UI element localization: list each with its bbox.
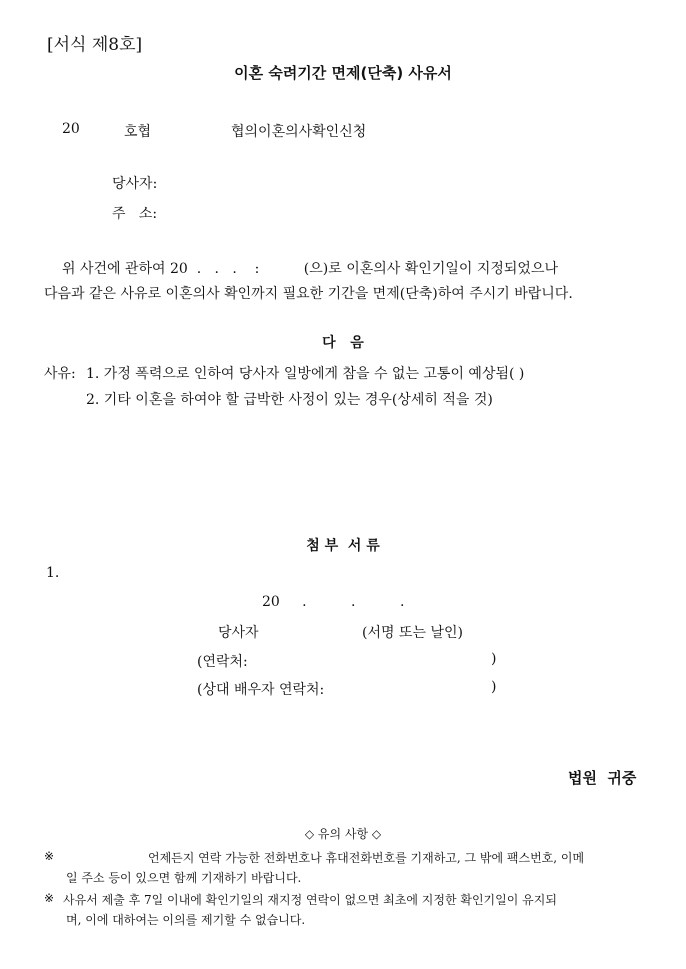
spouse-contact-label: (상대 배우자 연락처:	[197, 682, 325, 698]
notice-1-mark: ※	[44, 849, 55, 863]
notice-1-line-1: 언제든지 연락 가능한 전화번호나 휴대전화번호를 기재하고, 그 밖에 팩스번호, 이메	[148, 851, 585, 865]
spouse-contact-close-paren: )	[491, 679, 497, 695]
case-year: 20	[62, 121, 80, 137]
reason-item-2: 2. 기타 이혼을 하여야 할 급박한 사정이 있는 경우(상세히 적을 것)	[86, 392, 493, 408]
body-paragraph-line-1: 위 사건에 관하여 20 . . . : (으)로 이혼의사 확인기일이 지정되었으나	[62, 261, 558, 277]
contact-label: (연락처:	[197, 654, 248, 670]
attachment-item: 1.	[46, 565, 60, 581]
signature-note: (서명 또는 날인)	[362, 625, 463, 641]
notice-heading: ◇ 유의 사항 ◇	[304, 827, 382, 841]
body-paragraph-line-2: 다음과 같은 사유로 이혼의사 확인까지 필요한 기간을 면제(단축)하여 주시기 바랍니다.	[44, 286, 573, 302]
notice-2-line-1: 사유서 제출 후 7일 이내에 확인기일의 재지정 연락이 없으면 최초에 지정한 확인기일이 유지되	[63, 893, 557, 907]
next-heading: 다 음	[322, 335, 364, 351]
reason-item-1: 1. 가정 폭력으로 인하여 당사자 일방에게 참을 수 없는 고통이 예상됨( )	[86, 366, 525, 382]
notice-2-line-2: 며, 이에 대하여는 이의를 제기할 수 없습니다.	[66, 913, 306, 927]
reason-label: 사유:	[44, 366, 76, 382]
form-number-label: [서식 제8호]	[47, 35, 143, 55]
case-type: 호협	[124, 124, 152, 140]
signer-label: 당사자	[218, 625, 259, 641]
contact-close-paren: )	[491, 651, 497, 667]
notice-1-line-2: 일 주소 등이 있으면 함께 기재하기 바랍니다.	[66, 871, 302, 885]
document-title: 이혼 숙려기간 면제(단축) 사유서	[234, 64, 452, 82]
address-label: 주 소:	[112, 206, 158, 222]
date-line: 20 . . .	[262, 594, 405, 610]
attachments-heading: 첨 부 서 류	[306, 538, 380, 554]
court-addressee: 법원 귀중	[568, 769, 637, 787]
case-name: 협의이혼의사확인신청	[231, 124, 367, 140]
party-label: 당사자:	[112, 176, 158, 192]
notice-2-mark: ※	[44, 891, 55, 905]
